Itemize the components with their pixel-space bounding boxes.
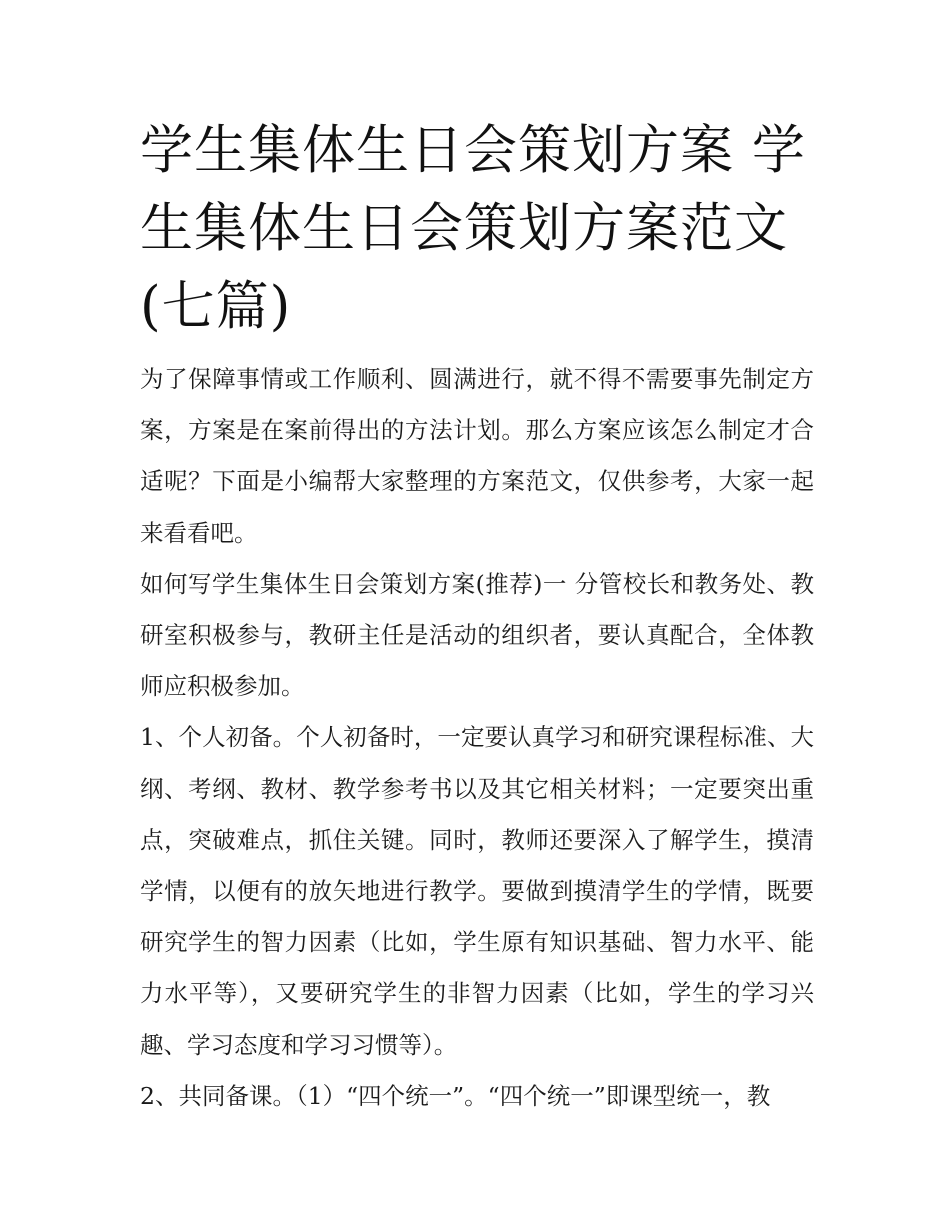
paragraph-item-2-group-prep: 2、共同备课。（1）“四个统一”。“四个统一”即课型统一，教 [140,1081,771,1110]
paragraph-item-1-individual-prep: 1、个人初备。个人初备时，一定要认真学习和研究课程标准、大纲、考纲、教材、教学参考书以及其它相关材料；一定要突出重点，突破难点，抓住关键。同时，教师还要深入了解学生，摸清学情，以便有的放矢地进行教学。要做到摸清学生的学情，既要研究学生的智力因素（比如，学生原有知识基础、智力水平、能力水平等），又要研究学生的非智力因素（比如，学生的学习兴趣、学习态度和学习习惯等）。 [140,723,814,1059]
document-title: 学生集体生日会策划方案 学生集体生日会策划方案范文(七篇) [140,120,806,337]
document-body [140,354,814,1122]
paragraph-section-one: 如何写学生集体生日会策划方案(推荐)一 分管校长和教务处、教研室积极参与，教研主任是活动的组织者，要认真配合，全体教师应积极参加。 [140,569,814,701]
intro-paragraph: 为了保障事情或工作顺利、圆满进行，就不得不需要事先制定方案，方案是在案前得出的方法计划。那么方案应该怎么制定才合适呢？下面是小编帮大家整理的方案范文，仅供参考，大家一起来看看吧。 [140,365,814,547]
